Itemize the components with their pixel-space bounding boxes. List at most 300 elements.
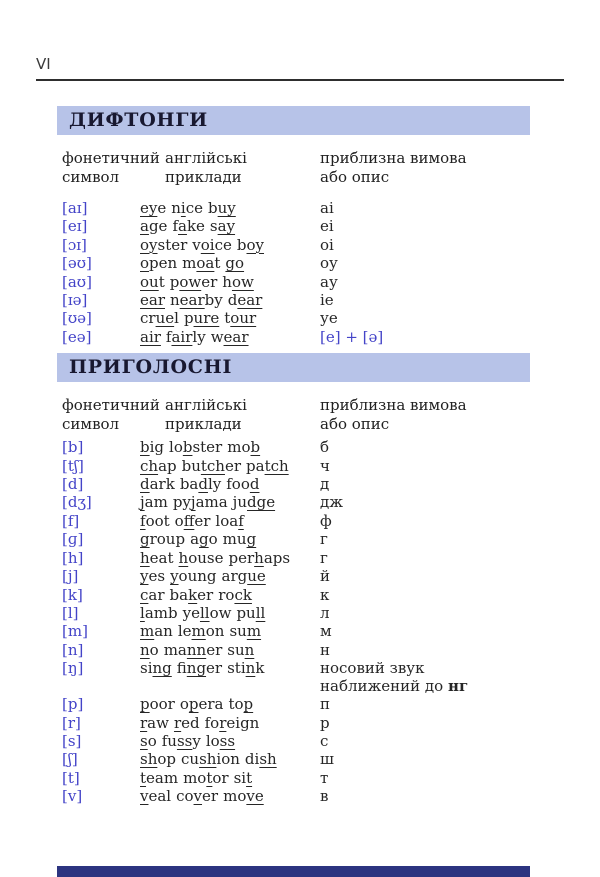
word-letters: o <box>179 695 189 714</box>
column-header-approx <box>320 396 530 433</box>
example-word <box>190 530 218 548</box>
underlined-letters: ck <box>234 585 252 604</box>
example-word <box>228 695 253 713</box>
word-letters: ap <box>158 456 177 475</box>
underlined-letters: sh <box>140 750 158 769</box>
table-row <box>57 622 530 640</box>
word-letters: le <box>177 622 192 641</box>
word-letters: aw <box>147 713 169 732</box>
approx-pronunciation: г <box>320 530 328 549</box>
approx-pronunciation: ш <box>320 750 334 769</box>
word-letters: ma <box>163 640 187 659</box>
word-letters: aps <box>263 548 291 567</box>
example-word <box>234 769 253 787</box>
consonants-section <box>57 353 530 805</box>
word-letters: eam <box>146 768 179 787</box>
example-word <box>140 512 170 530</box>
word-letters: su <box>227 640 245 659</box>
underlined-letters: d <box>140 475 150 494</box>
example-word <box>140 309 179 327</box>
phonetic-symbol: [t] <box>62 768 80 787</box>
underlined-letters: a <box>178 217 187 236</box>
page-number: VI <box>36 55 51 73</box>
column-header-text: символ <box>62 414 120 433</box>
example-words <box>140 273 320 291</box>
example-word <box>177 659 222 677</box>
phonetic-symbol: [v] <box>62 787 83 806</box>
underlined-letters: ve <box>246 787 264 806</box>
phonetic-symbol: [n] <box>62 640 84 659</box>
example-word <box>140 549 174 567</box>
word-letters: er <box>202 787 219 806</box>
underlined-letters: y <box>170 567 179 586</box>
word-letters: ouse <box>188 548 224 567</box>
underlined-letters: ure <box>193 309 220 328</box>
example-word <box>140 217 167 235</box>
example-word <box>140 604 178 622</box>
underlined-letters: air <box>171 327 193 346</box>
word-letters: loa <box>215 511 239 530</box>
example-word <box>164 641 223 659</box>
example-word <box>245 750 277 768</box>
example-word <box>183 769 229 787</box>
example-word <box>140 714 169 732</box>
word-letters: sti <box>227 659 246 678</box>
word-letters: roup <box>149 530 186 549</box>
word-letters: ly <box>192 327 206 346</box>
word-letters: eign <box>226 713 260 732</box>
underlined-letters: h <box>140 548 150 567</box>
word-letters: o <box>208 530 218 549</box>
example-word <box>218 586 252 604</box>
example-word <box>206 732 235 750</box>
column-headers <box>57 396 530 433</box>
example-word <box>178 622 225 640</box>
example-words <box>140 199 320 217</box>
underlined-letters: ue <box>247 567 266 586</box>
word-letters: er <box>197 585 214 604</box>
example-word <box>227 659 264 677</box>
word-letters: pen <box>149 254 178 273</box>
example-word <box>180 695 224 713</box>
approx-pronunciation: р <box>320 713 330 732</box>
phonetic-symbol: [f] <box>62 511 80 530</box>
word-letters: t <box>224 309 231 328</box>
word-letters: co <box>176 787 194 806</box>
word-letters: b <box>236 235 247 254</box>
word-letters: y <box>192 731 201 750</box>
example-word <box>210 217 235 235</box>
underlined-letters: ou <box>140 272 159 291</box>
underlined-letters: n <box>244 640 255 659</box>
example-words <box>140 586 320 604</box>
example-word <box>140 567 165 585</box>
underlined-letters: l <box>140 603 145 622</box>
word-letters: k <box>255 659 265 678</box>
underlined-letters: k <box>188 585 198 604</box>
example-words <box>140 549 320 567</box>
word-letters: ke <box>186 217 205 236</box>
example-word <box>140 457 177 475</box>
word-letters: v <box>192 235 201 254</box>
phonetic-symbol: [r] <box>62 713 81 732</box>
phonetic-symbol: [b] <box>62 438 84 457</box>
word-letters: arg <box>221 567 248 586</box>
underlined-letters: m <box>246 622 262 641</box>
word-letters: mo <box>183 768 207 787</box>
table-row <box>57 254 530 272</box>
word-letters: to <box>228 695 244 714</box>
table-row <box>57 199 530 217</box>
example-word <box>140 641 159 659</box>
approx-pronunciation <box>320 659 530 695</box>
table-row <box>57 567 530 585</box>
word-letters: er <box>206 640 223 659</box>
table-row <box>57 475 530 493</box>
underlined-letters: ng <box>186 659 207 678</box>
underlined-letters: n <box>140 640 150 659</box>
word-letters: p <box>169 272 180 291</box>
approx-pronunciation: с <box>320 731 329 750</box>
underlined-letters: ey <box>140 199 158 217</box>
section-title-diphthongs: ДИФТОНГИ <box>57 106 530 135</box>
table-row <box>57 549 530 567</box>
underlined-letters: sh <box>199 750 217 769</box>
example-word <box>181 750 240 768</box>
word-letters: p <box>183 309 194 328</box>
section-title-consonants: ПРИГОЛОСНІ <box>57 353 530 382</box>
column-header-symbol <box>62 396 165 433</box>
table-row <box>57 695 530 713</box>
example-word <box>175 512 211 530</box>
table-row <box>57 604 530 622</box>
column-header-text: англійські <box>165 149 247 167</box>
word-letters: ark <box>149 475 175 494</box>
underlined-letters: b <box>250 438 261 457</box>
underlined-letters: j <box>190 493 196 512</box>
underlined-letters: ay <box>217 217 236 236</box>
underlined-letters: go <box>225 254 245 273</box>
word-letters: ye <box>182 603 200 622</box>
example-word <box>237 236 264 254</box>
example-word <box>225 254 244 272</box>
word-letters: d <box>227 291 238 310</box>
approx-pronunciation: п <box>320 695 330 714</box>
example-word <box>215 512 243 530</box>
column-header-text: фонетичний <box>62 396 160 415</box>
column-header-text: англійські <box>165 396 247 415</box>
word-letters: ar <box>148 585 165 604</box>
underlined-letters: j <box>140 493 145 512</box>
underlined-letters: m <box>191 622 206 641</box>
word-letters: fi <box>176 659 187 678</box>
word-letters: mo <box>223 787 247 806</box>
table-row <box>57 659 530 695</box>
example-word <box>140 493 168 511</box>
column-header-examples <box>165 149 320 186</box>
word-letters: per <box>228 548 255 567</box>
example-word <box>222 567 266 585</box>
word-letters: ster <box>157 235 188 254</box>
phonetic-symbol: [j] <box>62 567 79 586</box>
underlined-letters: g <box>140 530 150 549</box>
table-row <box>57 457 530 475</box>
word-letters: ster <box>192 438 223 457</box>
underlined-letters: d <box>198 475 208 494</box>
underlined-letters: t <box>246 768 253 787</box>
word-letters: di <box>244 750 260 769</box>
underlined-letters: d <box>249 475 260 494</box>
example-words <box>140 750 320 768</box>
underlined-letters: ow <box>179 272 202 291</box>
underlined-letters: r <box>140 713 148 732</box>
table-row <box>57 328 530 346</box>
example-words <box>140 328 320 346</box>
underlined-letters: r <box>173 713 182 732</box>
example-word <box>211 328 249 346</box>
phonetic-symbol: [k] <box>62 585 83 604</box>
example-word <box>229 622 261 640</box>
page-content <box>57 106 530 806</box>
underlined-letters: t <box>140 768 147 787</box>
example-word <box>228 549 290 567</box>
example-word <box>228 291 263 309</box>
underlined-letters: s <box>140 731 148 750</box>
word-letters: lo <box>169 438 183 457</box>
word-letters: o <box>149 640 159 659</box>
table-row <box>57 641 530 659</box>
underlined-letters: dge <box>246 493 276 512</box>
table-row <box>57 769 530 787</box>
word-letters: era <box>198 695 224 714</box>
example-words <box>140 714 320 732</box>
example-words <box>140 438 320 456</box>
word-letters: ama <box>195 493 228 512</box>
example-word <box>236 604 265 622</box>
underlined-letters: o <box>140 254 150 273</box>
example-word <box>192 236 232 254</box>
word-letters: ba <box>169 585 189 604</box>
phonetic-symbol: [s] <box>62 731 82 750</box>
word-letters: su <box>229 622 247 641</box>
word-letters: ed <box>181 713 200 732</box>
word-letters: pu <box>236 603 256 622</box>
example-words <box>140 493 320 511</box>
approx-pronunciation: оі <box>320 235 334 254</box>
example-words <box>140 236 320 254</box>
underlined-letters: ss <box>176 731 193 750</box>
phonetic-symbol: [ʊə] <box>62 309 92 328</box>
example-word <box>223 530 257 548</box>
word-letters: s <box>209 217 218 236</box>
phonetic-symbol: [ŋ] <box>62 659 84 678</box>
underlined-letters: y <box>140 567 149 586</box>
word-letters: si <box>233 768 247 787</box>
table-row <box>57 309 530 327</box>
phonetic-symbol: [eɪ] <box>62 217 88 236</box>
underlined-letters: oy <box>246 235 265 254</box>
example-words <box>140 641 320 659</box>
example-word <box>140 291 165 309</box>
approx-pronunciation: оу <box>320 254 338 273</box>
example-word <box>140 787 171 805</box>
underlined-letters: f <box>140 511 146 530</box>
word-letters: oor <box>149 695 175 714</box>
underlined-letters: ll <box>199 603 210 622</box>
example-word <box>183 604 232 622</box>
underlined-letters: a <box>140 217 149 236</box>
table-row <box>57 438 530 456</box>
approx-pronunciation: м <box>320 622 332 641</box>
word-letters: py <box>172 493 191 512</box>
approx-pronunciation: іе <box>320 291 334 310</box>
phonetic-symbol: [aʊ] <box>62 272 92 291</box>
approx-line: наближений до <box>320 677 448 696</box>
word-letters: oung <box>178 567 217 586</box>
column-header-text: або опис <box>320 167 390 186</box>
table-row <box>57 586 530 604</box>
underlined-letters: p <box>243 695 254 714</box>
table-row <box>57 732 530 750</box>
word-letters: oot <box>145 511 170 530</box>
example-word <box>140 199 166 217</box>
example-word <box>227 641 254 659</box>
approx-bold-text: нг <box>447 677 469 696</box>
phonetic-symbol: [ʃ] <box>62 750 78 769</box>
word-letters: n <box>171 199 181 217</box>
approx-pronunciation: в <box>320 787 329 806</box>
underlined-letters: ear <box>223 327 249 346</box>
underlined-letters: b <box>182 438 193 457</box>
example-words <box>140 604 320 622</box>
word-letters: ly <box>207 475 222 494</box>
column-header-text: приклади <box>165 167 242 186</box>
word-letters: si <box>140 659 153 678</box>
next-section-bar-partial <box>57 866 530 877</box>
word-letters: eat <box>149 548 174 567</box>
underlined-letters: p <box>188 695 199 714</box>
table-row <box>57 530 530 548</box>
word-letters: er <box>194 511 211 530</box>
phonetic-symbol: [eə] <box>62 327 92 346</box>
example-word <box>172 217 204 235</box>
underlined-letters: c <box>140 585 149 604</box>
word-letters: n <box>170 291 180 310</box>
underlined-letters: tch <box>200 456 225 475</box>
example-word <box>140 530 185 548</box>
example-word <box>140 254 177 272</box>
word-letters: mu <box>222 530 247 549</box>
word-letters: w <box>210 327 224 346</box>
word-letters: op <box>157 750 176 769</box>
phonetic-symbol: [ɔɪ] <box>62 235 87 254</box>
approx-pronunciation: аі <box>320 199 334 217</box>
example-word <box>179 549 224 567</box>
diphthongs-rows <box>57 199 530 346</box>
phonetic-symbol: [l] <box>62 603 79 622</box>
word-letters: l <box>174 309 179 328</box>
example-word <box>140 273 165 291</box>
column-header-symbol <box>62 149 165 186</box>
underlined-letters: g <box>199 530 209 549</box>
example-words <box>140 732 320 750</box>
example-word <box>140 475 175 493</box>
word-letters: h <box>222 272 232 291</box>
example-word <box>182 457 241 475</box>
table-row <box>57 750 530 768</box>
approx-pronunciation: дж <box>320 493 344 512</box>
table-row <box>57 273 530 291</box>
underlined-letters: i <box>180 199 186 217</box>
example-word <box>140 695 175 713</box>
word-letters: amb <box>144 603 178 622</box>
underlined-letters: our <box>230 309 257 328</box>
example-word <box>184 309 219 327</box>
example-word <box>233 493 275 511</box>
column-header-text: або опис <box>320 414 390 433</box>
approx-pronunciation: ч <box>320 456 330 475</box>
approx-pronunciation: уе <box>320 309 338 328</box>
underlined-letters: uy <box>217 199 236 217</box>
word-letters: by <box>204 291 223 310</box>
underlined-letters: p <box>140 695 150 714</box>
approx-pronunciation: ау <box>320 272 338 291</box>
underlined-letters: sh <box>259 750 277 769</box>
approx-line: носовий звук <box>320 659 425 678</box>
example-word <box>226 475 259 493</box>
example-words <box>140 659 320 695</box>
word-letters: am <box>144 493 168 512</box>
word-letters: ro <box>218 585 235 604</box>
approx-pronunciation: й <box>320 567 330 586</box>
word-letters: t <box>214 254 221 273</box>
word-letters: f <box>165 327 172 346</box>
underlined-letters: b <box>140 438 150 457</box>
underlined-letters: tch <box>264 456 289 475</box>
word-letters: foo <box>226 475 250 494</box>
word-letters: cu <box>181 750 200 769</box>
example-word <box>246 457 289 475</box>
approx-pronunciation: [е] + [ə] <box>320 327 384 346</box>
table-row <box>57 236 530 254</box>
table-row <box>57 787 530 805</box>
example-word <box>140 586 165 604</box>
example-word <box>140 769 178 787</box>
word-letters: ig <box>149 438 165 457</box>
underlined-letters: v <box>140 787 149 806</box>
word-letters: ju <box>232 493 247 512</box>
word-letters: o <box>174 511 184 530</box>
approx-pronunciation: к <box>320 585 330 604</box>
example-word <box>180 475 221 493</box>
word-letters: fo <box>204 713 220 732</box>
phonetic-symbol: [h] <box>62 548 84 567</box>
underlined-letters: ss <box>219 731 236 750</box>
underlined-letters: m <box>140 622 155 641</box>
table-row <box>57 714 530 732</box>
consonants-rows <box>57 438 530 805</box>
example-word <box>162 732 201 750</box>
word-letters: cr <box>140 309 156 328</box>
underlined-letters: ff <box>183 511 195 530</box>
example-word <box>208 199 236 217</box>
example-words <box>140 695 320 713</box>
approx-pronunciation: л <box>320 603 330 622</box>
word-letters: b <box>208 199 218 217</box>
example-word <box>140 622 173 640</box>
example-word <box>140 328 161 346</box>
example-word <box>170 273 218 291</box>
